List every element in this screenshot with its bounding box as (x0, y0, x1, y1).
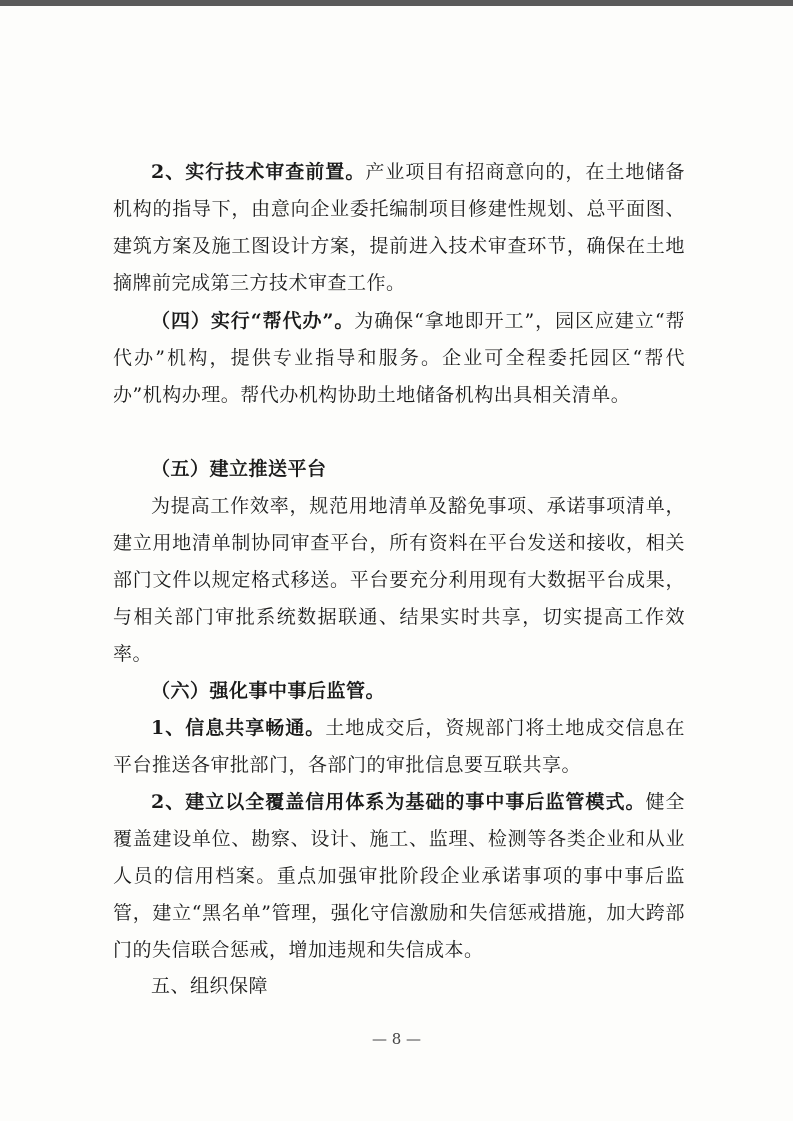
paragraph-credit-system (113, 784, 685, 969)
section-heading-organization (113, 968, 685, 1005)
section-heading-supervision (113, 673, 685, 710)
paragraph-body: 健全覆盖建设单位、勘察、设计、施工、监理、检测等各类企业和从业人员的信用档案。重点加强审批阶段企业承诺事项的事中事后监管，建立“黑名单”管理，强化守信激励和失信惩戒措施，加大跨部门的失信联合惩戒，增加违规和失信成本。 (113, 791, 685, 961)
section-heading: 五、组织保障 (151, 975, 269, 997)
section-heading: （五）建立推送平台 (151, 458, 327, 480)
paragraph-body: 土地成交后，资规部门将土地成交信息在平台推送各审批部门，各部门的审批信息要互联共享。 (113, 717, 685, 776)
paragraph-heading: （四）实行“帮代办”。 (151, 310, 355, 332)
paragraph-platform (113, 488, 685, 673)
paragraph-heading: 2、建立以全覆盖信用体系为基础的事中事后监管模式。 (151, 791, 646, 813)
paragraph-heading: 1、信息共享畅通。 (151, 717, 326, 739)
paragraph-body: 产业项目有招商意向的，在土地储备机构的指导下，由意向企业委托编制项目修建性规划、总平面图、建筑方案及施工图设计方案，提前进入技术审查环节，确保在土地摘牌前完成第三方技术审查工作。 (113, 161, 685, 294)
paragraph-help-service (113, 303, 685, 414)
paragraph-heading: 2、实行技术审查前置。 (151, 161, 366, 183)
section-heading-platform (113, 451, 685, 488)
paragraph-body: 为确保“拿地即开工”，园区应建立“帮代办”机构，提供专业指导和服务。企业可全程委托园区“帮代办”机构办理。帮代办机构协助土地储备机构出具相关清单。 (113, 310, 685, 406)
section-heading: （六）强化事中事后监管。 (151, 680, 386, 702)
paragraph-body: 为提高工作效率，规范用地清单及豁免事项、承诺事项清单，建立用地清单制协同审查平台，所有资料在平台发送和接收，相关部门文件以规定格式移送。平台要充分利用现有大数据平台成果，与相关部门审批系统数据联通、结果实时共享，切实提高工作效率。 (113, 495, 685, 665)
paragraph-tech-review (113, 154, 685, 302)
page-number: — 8 — (371, 1030, 422, 1048)
paragraph-info-sharing (113, 710, 685, 784)
